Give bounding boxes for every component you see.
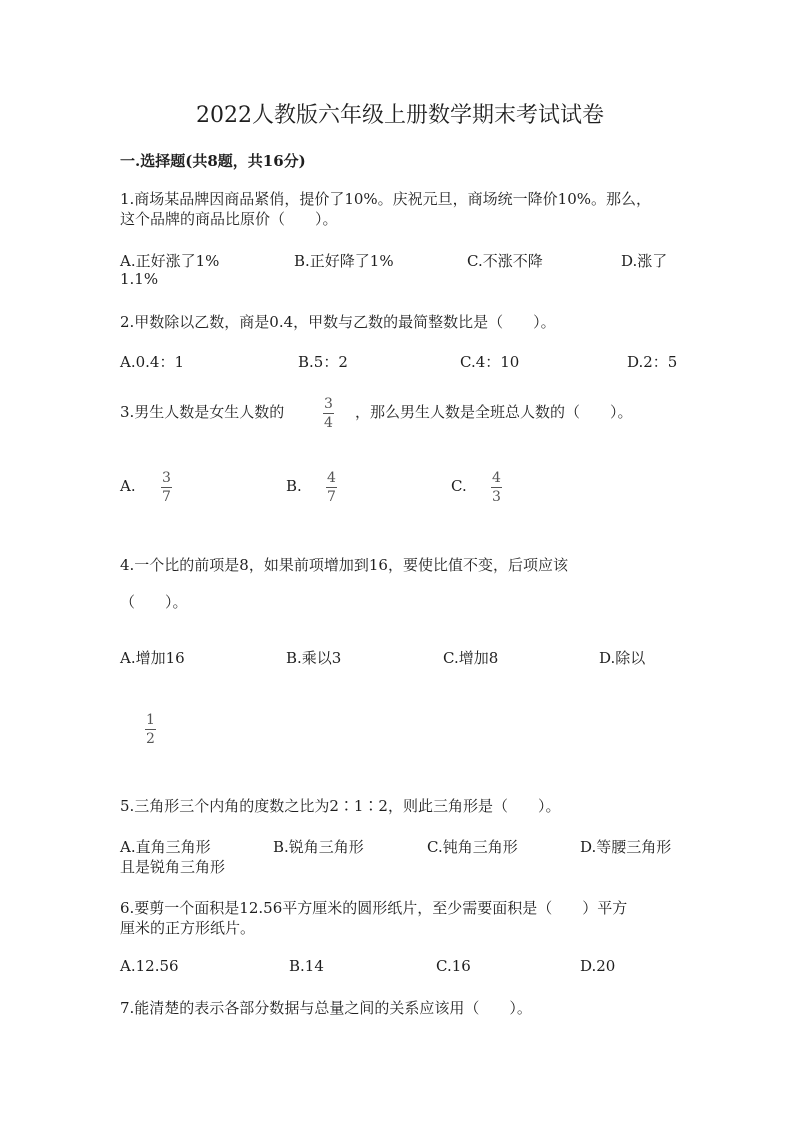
question-3-fraction	[323, 396, 334, 431]
section-heading: 一.选择题(共8题，共16分)	[120, 152, 306, 170]
question-3-option-a-label: A.	[120, 477, 136, 495]
question-2-line-1: 2.甲数除以乙数，商是0.4，甲数与乙数的最简整数比是（ ）。	[120, 313, 556, 331]
question-7-line-1: 7.能清楚的表示各部分数据与总量之间的关系应该用（ ）。	[120, 999, 532, 1017]
fraction-numerator: 3	[324, 396, 333, 412]
question-3-option-a-fraction	[161, 470, 172, 505]
fraction-denominator: 7	[327, 489, 336, 505]
question-4-option-c: C.增加8	[443, 649, 499, 667]
question-2-option-d: D.2：5	[627, 353, 678, 371]
fraction-bar	[161, 487, 172, 488]
question-5-option-d: D.等腰三角形	[580, 838, 672, 856]
question-6-option-c: C.16	[436, 957, 471, 975]
fraction-numerator: 3	[162, 470, 171, 486]
question-1-line-2: 这个品牌的商品比原价（ ）。	[120, 210, 338, 228]
question-4-line-1: 4.一个比的前项是8，如果前项增加到16，要使比值不变，后项应该	[120, 556, 568, 574]
fraction-bar	[491, 487, 502, 488]
question-4-option-d: D.除以	[599, 649, 646, 667]
question-5-option-d-continued: 且是锐角三角形	[120, 858, 226, 876]
fraction-numerator: 1	[146, 712, 155, 728]
question-3-text-after: ，那么男生人数是全班总人数的（ ）。	[355, 403, 633, 421]
fraction-bar	[323, 413, 334, 414]
question-1-option-d: D.涨了	[621, 252, 668, 270]
question-1-line-1: 1.商场某品牌因商品紧俏，提价了10%。庆祝元旦，商场统一降价10%。那么，	[120, 190, 651, 208]
question-1-option-c: C.不涨不降	[467, 252, 543, 270]
page-title: 2022人教版六年级上册数学期末考试试卷	[196, 103, 604, 128]
question-4-option-d-fraction	[145, 712, 156, 747]
fraction-numerator: 4	[492, 470, 501, 486]
question-4-option-a: A.增加16	[120, 649, 185, 667]
question-1-option-b: B.正好降了1%	[294, 252, 394, 270]
fraction-bar	[326, 487, 337, 488]
fraction-numerator: 4	[327, 470, 336, 486]
question-6-option-b: B.14	[289, 957, 324, 975]
fraction-denominator: 4	[324, 415, 333, 431]
question-5-line-1: 5.三角形三个内角的度数之比为2∶1∶2，则此三角形是（ ）。	[120, 797, 561, 815]
question-6-line-2: 厘米的正方形纸片。	[120, 919, 256, 937]
question-1-option-a: A.正好涨了1%	[120, 252, 220, 270]
question-6-line-1: 6.要剪一个面积是12.56平方厘米的圆形纸片，至少需要面积是（ ）平方	[120, 899, 628, 917]
question-2-option-c: C.4：10	[460, 353, 520, 371]
fraction-denominator: 7	[162, 489, 171, 505]
question-5-option-a: A.直角三角形	[120, 838, 211, 856]
question-5-option-c: C.钝角三角形	[427, 838, 518, 856]
question-3-option-c-label: C.	[451, 477, 467, 495]
fraction-denominator: 3	[492, 489, 501, 505]
question-2-option-a: A.0.4：1	[120, 353, 184, 371]
question-3-text-before: 3.男生人数是女生人数的	[120, 403, 285, 421]
question-4-option-b: B.乘以3	[286, 649, 342, 667]
question-4-line-2: （ ）。	[120, 593, 188, 611]
question-6-option-d: D.20	[580, 957, 616, 975]
question-3-option-b-label: B.	[286, 477, 302, 495]
fraction-bar	[145, 729, 156, 730]
question-2-option-b: B.5：2	[298, 353, 348, 371]
question-3-option-b-fraction	[326, 470, 337, 505]
question-1-option-d-continued: 1.1%	[120, 270, 159, 288]
question-6-option-a: A.12.56	[120, 957, 179, 975]
fraction-denominator: 2	[146, 731, 155, 747]
question-5-option-b: B.锐角三角形	[273, 838, 364, 856]
question-3-option-c-fraction	[491, 470, 502, 505]
